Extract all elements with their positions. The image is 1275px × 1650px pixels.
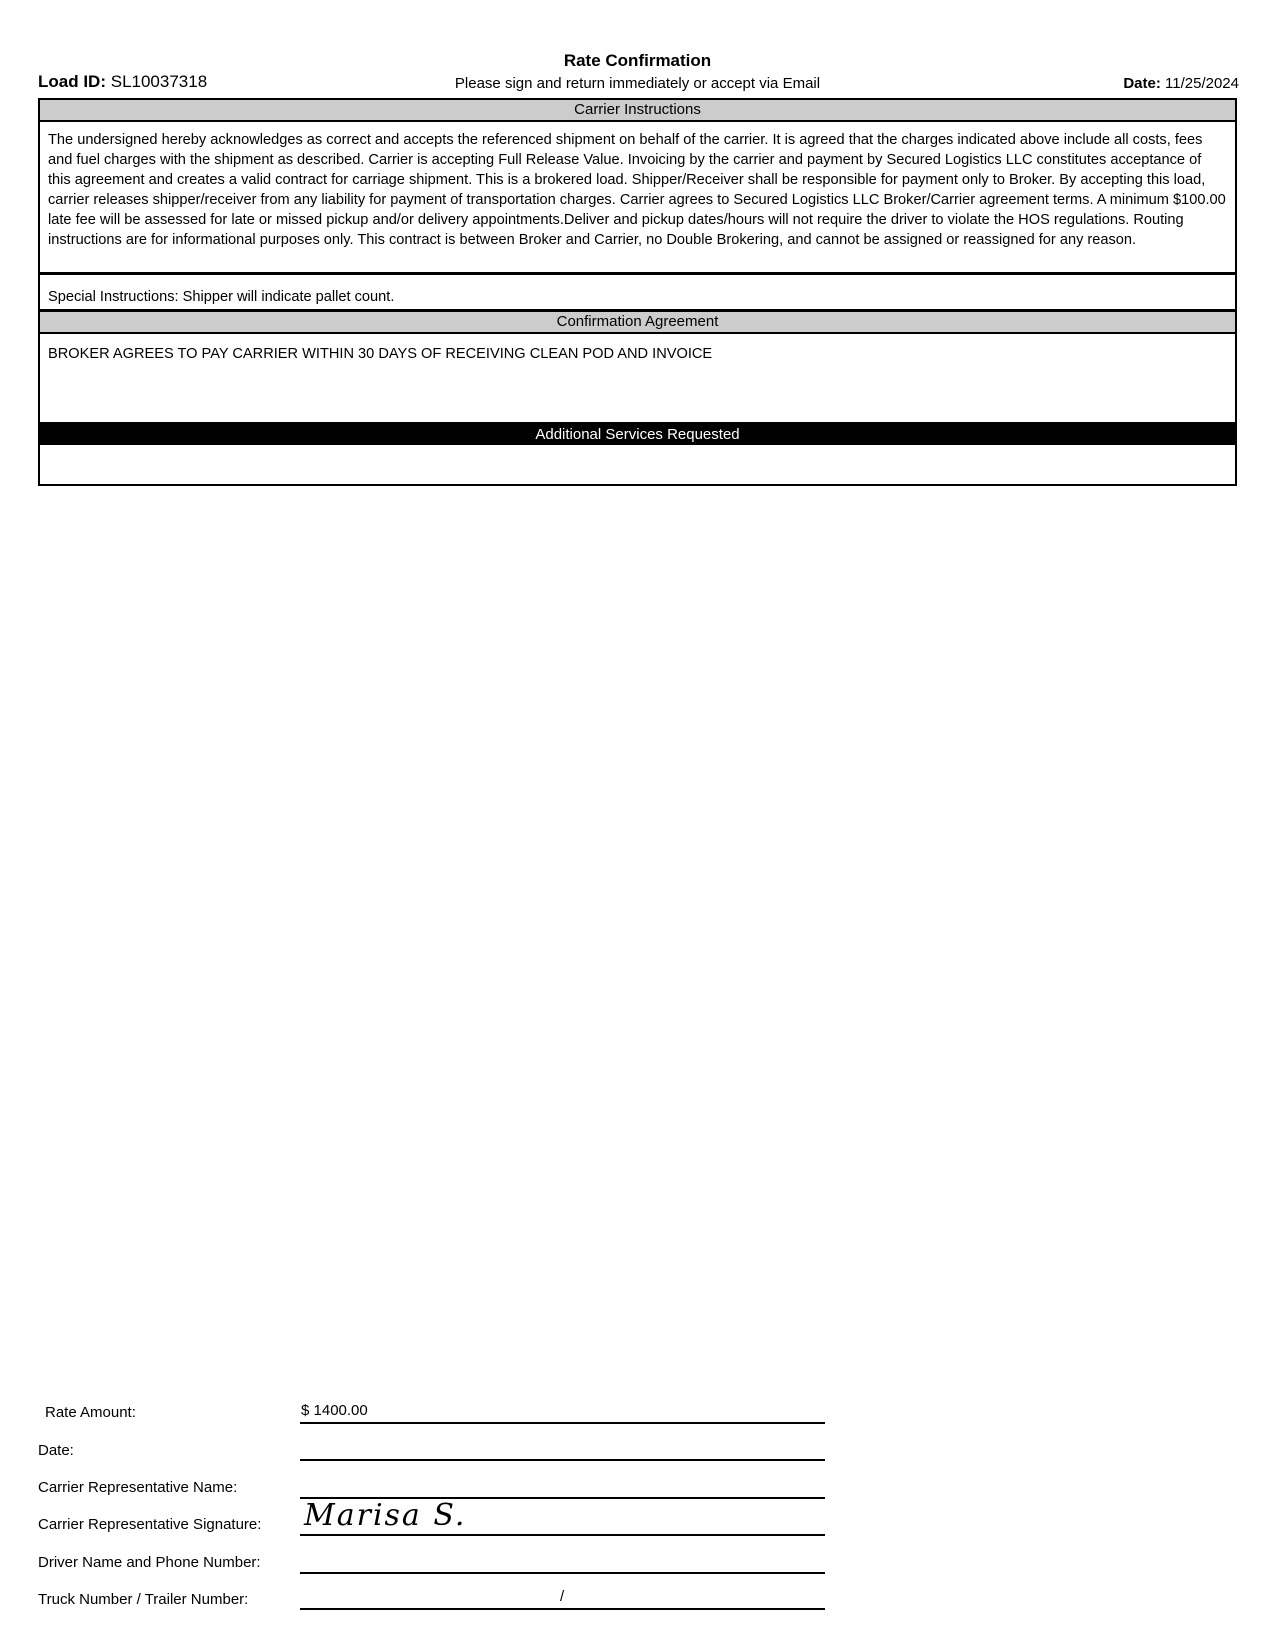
confirmation-agreement-text: BROKER AGREES TO PAY CARRIER WITHIN 30 DAYS OF RECEIVING CLEAN POD AND INVOICE bbox=[48, 346, 713, 362]
carrier-instructions-section bbox=[38, 98, 1237, 274]
rate-amount-line bbox=[300, 1422, 825, 1424]
signature-text: Marisa S. bbox=[304, 1498, 467, 1532]
page-subtitle: Please sign and return immediately or accept via Email bbox=[454, 75, 821, 92]
truck-trailer-label: Truck Number / Trailer Number: bbox=[38, 1591, 249, 1608]
special-instructions-section bbox=[38, 273, 1237, 311]
load-id-label: Load ID: bbox=[38, 72, 106, 91]
document-date bbox=[1123, 75, 1239, 92]
page-title: Rate Confirmation bbox=[563, 51, 712, 70]
rep-signature-line bbox=[300, 1534, 825, 1536]
additional-services-heading: Additional Services Requested bbox=[40, 424, 1235, 445]
confirmation-agreement-heading: Confirmation Agreement bbox=[40, 312, 1235, 334]
driver-line bbox=[300, 1572, 825, 1574]
driver-label: Driver Name and Phone Number: bbox=[38, 1554, 261, 1571]
special-instructions-text: Special Instructions: Shipper will indicate pallet count. bbox=[48, 289, 395, 305]
date-line bbox=[300, 1459, 825, 1461]
date-label: Date: bbox=[38, 1442, 74, 1459]
load-id-value: SL10037318 bbox=[110, 72, 208, 91]
truck-trailer-line[interactable] bbox=[300, 1608, 825, 1610]
document-date-value: 11/25/2024 bbox=[1165, 75, 1239, 92]
rep-signature-label: Carrier Representative Signature: bbox=[38, 1516, 262, 1533]
additional-services-text bbox=[40, 445, 1235, 457]
carrier-instructions-text: The undersigned hereby acknowledges as correct and accepts the referenced shipment on behalf of the carrier. It is agreed that the charges indicated above include all costs, fees and fuel charges with the shipment as described. Carrier is accepting Full Release Value. Invoicing by the carrier and payment by Secured Logistics LLC constitutes acceptance of this agreement and creates a valid contract for carriage shipment. This is a brokered load. Shipper/Receiver shall be responsible for payment only to Broker. By accepting this load, carrier releases shipper/receiver from any liability for payment of transportation charges. Carrier agrees to Secured Logistics LLC Broker/Carrier agreement terms. A minimum $100.00 late fee will be assessed for late or missed pickup and/or delivery appointments.Deliver and pickup dates/hours will not require the driver to violate the HOS regulations. Routing instructions are for informational purposes only. This contract is between Broker and Carrier, no Double Brokering, and cannot be assigned or reassigned for any reason. bbox=[48, 132, 1226, 248]
rate-amount-value: $ 1400.00 bbox=[301, 1402, 368, 1419]
confirmation-agreement-section bbox=[38, 310, 1237, 424]
document-date-label: Date: bbox=[1123, 75, 1161, 92]
handwritten-signature[interactable] bbox=[302, 1496, 502, 1532]
rep-name-label: Carrier Representative Name: bbox=[38, 1479, 238, 1496]
rate-amount-label: Rate Amount: bbox=[45, 1404, 136, 1421]
additional-services-section bbox=[38, 422, 1237, 486]
carrier-instructions-heading: Carrier Instructions bbox=[40, 100, 1235, 122]
truck-trailer-separator: / bbox=[560, 1588, 565, 1605]
